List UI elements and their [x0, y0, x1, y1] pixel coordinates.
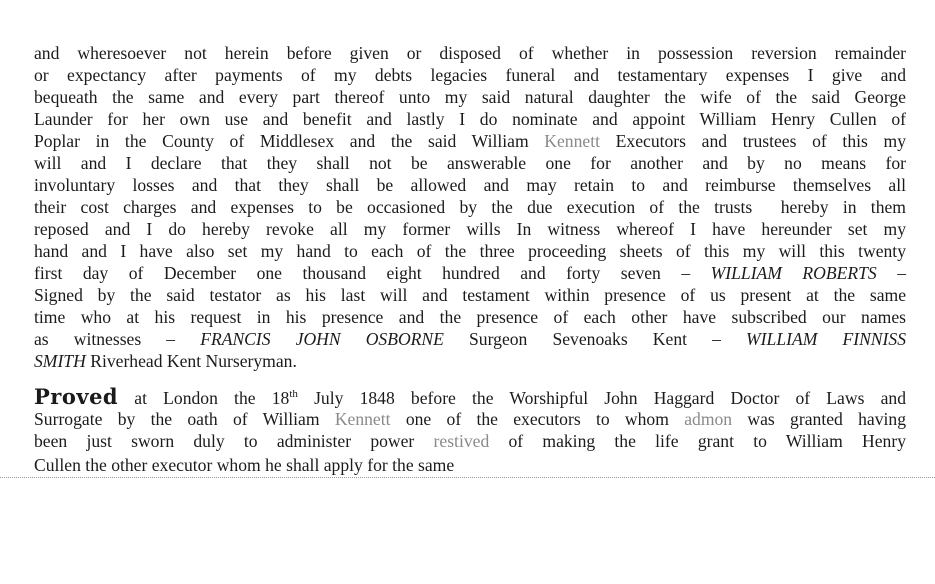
text-line: Proved at London the 18th July 1848 before the Worshipful John Haggard Doctor of Laws and — [34, 384, 906, 409]
proved-heading: Proved — [34, 384, 119, 409]
text-line: time who at his request in his presence and the presence of each other have subscribed our names — [34, 307, 906, 327]
text-line: Cullen the other executor whom he shall apply for the same — [34, 455, 455, 475]
text-line: their cost charges and expenses to be occasioned by the due execution of the trusts hereby in them — [34, 197, 906, 217]
name-kennett: Kennett — [544, 131, 600, 151]
text-line: and wheresoever not herein before given or disposed of whether in possession reversion remainder — [34, 43, 906, 63]
text-line: Surrogate by the oath of William Kennett one of the executors to whom admon was granted having — [34, 409, 906, 429]
text-line: first day of December one thousand eight hundred and forty seven – WILLIAM ROBERTS – — [34, 263, 906, 283]
text-line: been just sworn duly to administer power restived of making the life grant to William Henry — [34, 431, 906, 451]
text-line: will and I declare that they shall not be answerable one for another and by no means for — [34, 153, 906, 173]
text-line: Launder for her own use and benefit and lastly I do nominate and appoint William Henry Cullen of — [34, 109, 906, 129]
dotted-divider — [0, 477, 935, 478]
word-restived: restived — [433, 431, 490, 451]
text-line: reposed and I do hereby revoke all my former wills In witness whereof I have hereunder set my — [34, 219, 906, 239]
text-line: bequeath the same and every part thereof unto my said natural daughter the wife of the said George — [34, 87, 906, 107]
witness-francis-john-osborne: FRANCIS JOHN OSBORNE — [200, 329, 444, 349]
witness-smith: SMITH — [34, 351, 86, 371]
text-line: Poplar in the County of Middlesex and the said William Kennett Executors and trustees of this my — [34, 131, 906, 151]
text-line: or expectancy after payments of my debts legacies funeral and testamentary expenses I give and — [34, 65, 906, 85]
text-line: hand and I have also set my hand to each of the three proceeding sheets of this my will this twenty — [34, 241, 906, 261]
text-line: SMITH Riverhead Kent Nurseryman. — [34, 351, 297, 371]
word-admon: admon — [684, 409, 733, 429]
signature-william-roberts: WILLIAM ROBERTS — [710, 263, 877, 283]
text-line: Signed by the said testator as his last will and testament within presence of us present at the same — [34, 285, 906, 305]
text-line: as witnesses – FRANCIS JOHN OSBORNE Surgeon Sevenoaks Kent – WILLIAM FINNISS — [34, 329, 906, 349]
witness-william-finniss: WILLIAM FINNISS — [746, 329, 906, 349]
name-kennett: Kennett — [334, 409, 391, 429]
text-line: involuntary losses and that they shall be allowed and may retain to and reimburse themselves all — [34, 175, 906, 195]
